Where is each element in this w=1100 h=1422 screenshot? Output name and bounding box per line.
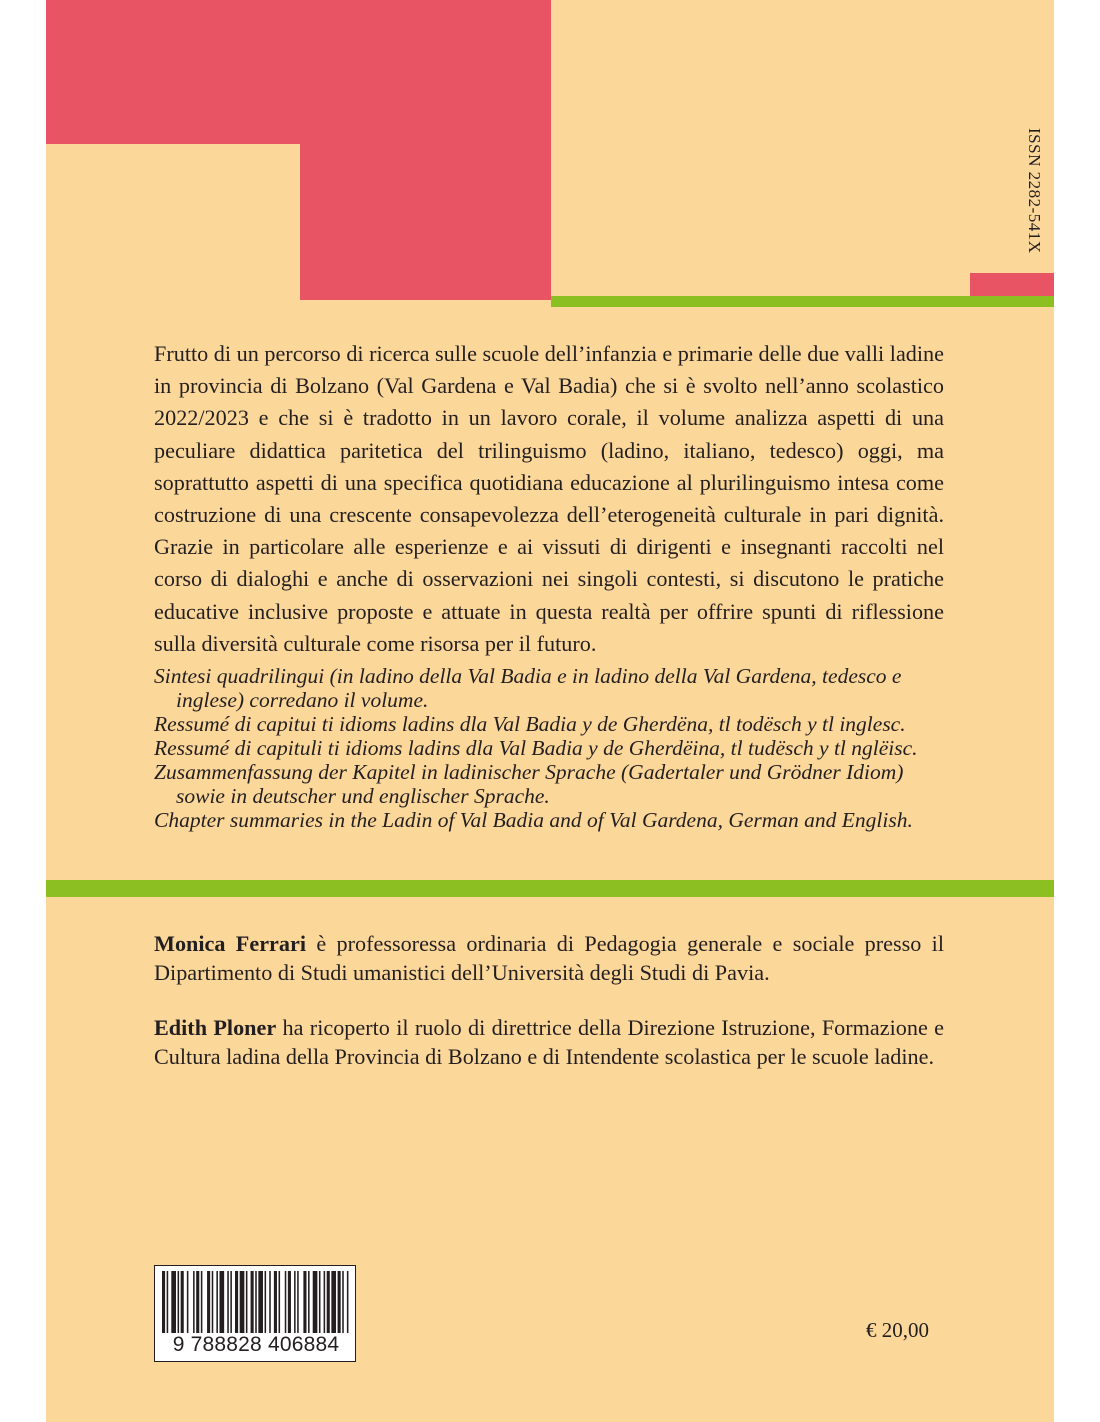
barcode-bar	[246, 1271, 248, 1333]
barcode-bar	[240, 1271, 245, 1333]
pink-block-lower	[300, 0, 551, 300]
pink-block-right-small	[970, 273, 1054, 296]
barcode-bar	[285, 1271, 287, 1333]
barcode-bar	[297, 1271, 299, 1333]
barcode-bar	[171, 1271, 176, 1333]
barcode-bar	[331, 1271, 336, 1333]
barcode-bar	[255, 1271, 257, 1333]
barcode-bar	[324, 1271, 326, 1333]
barcode-bar	[167, 1271, 169, 1333]
green-stripe-top	[551, 296, 1054, 307]
barcode-bar	[196, 1271, 199, 1333]
barcode-bar	[235, 1271, 238, 1333]
author-name: Edith Ploner	[154, 1015, 277, 1040]
barcode-bar	[187, 1271, 189, 1333]
author-bio-ferrari	[154, 929, 944, 987]
barcode-bar	[279, 1271, 281, 1333]
barcode-bar	[308, 1271, 310, 1333]
barcode-bar	[181, 1271, 184, 1333]
issn-label: ISSN 2282-541X	[1025, 128, 1044, 254]
barcode-bar	[313, 1271, 318, 1333]
barcode-bar	[207, 1271, 210, 1333]
author-bio: ha ricoperto il ruolo di direttrice della Direzione Istruzione, Formazione e Cultura ladina della Provincia di Bolzano e di Intendente scolastica per le scuole ladine.	[154, 1015, 944, 1069]
barcode-bar	[288, 1271, 291, 1333]
summary-line: Ressumé di capituli ti idioms ladins dla Val Badia y de Gherdëina, tl tudësch y tl nglëisc.	[154, 736, 918, 760]
barcode-bar	[303, 1271, 306, 1333]
barcode-bar	[230, 1271, 232, 1333]
barcode-bar	[162, 1271, 165, 1333]
barcode-bar	[212, 1271, 214, 1333]
description-text: Frutto di un percorso di ricerca sulle scuole dell’infanzia e primarie delle due valli ladine in provincia di Bolzano (Val Gardena e Val Badia) che si è svolto nell’anno scolastico 2022/2023 e che si è tradotto in un lavoro corale, il volume analizza aspetti di una peculiare didattica paritetica del trilinguismo (ladino, italiano, tedesco) oggi, ma soprattutto aspetti di una specifica quotidiana educazione al plurilinguismo intesa come costruzione di una crescente consapevolezza dell’eterogeneità culturale in pari dignità. Grazie in particolare alle esperienze e ai vissuti di dirigenti e insegnanti raccolti nel corso di dialoghi e anche di osservazioni nei singoli contesti, si discutono le pratiche educative inclusive proposte e attuate in questa realtà per offrire spunti di riflessione sulla diversità culturale come risorsa per il futuro.	[154, 341, 944, 656]
barcode-number: 9 788828 406884	[172, 1333, 340, 1356]
barcode-bar	[193, 1271, 195, 1333]
barcode-bar	[265, 1271, 267, 1333]
barcode-bar	[216, 1271, 218, 1333]
barcode-bar	[274, 1271, 277, 1333]
barcode-bar	[178, 1271, 180, 1333]
barcode-bar	[294, 1271, 296, 1333]
barcode-bar	[219, 1271, 224, 1333]
barcode-bar	[269, 1271, 271, 1333]
author-bio: è professoressa ordinaria di Pedagogia generale e sociale presso il Dipartimento di Studi umanistici dell’Università degli Studi di Pavia.	[154, 931, 944, 985]
barcode-bar	[347, 1271, 349, 1333]
barcode-bar	[319, 1271, 321, 1333]
summary-line: Zusammenfassung der Kapitel in ladinischer Sprache (Gadertaler und Grödner Idiom) sowie in deutscher und englischer Sprache.	[154, 760, 904, 808]
green-stripe-middle	[46, 880, 1054, 897]
pink-block-middle	[46, 77, 320, 144]
summary-line: Ressumé di capitui ti idioms ladins dla Val Badia y de Gherdëna, tl todësch y tl inglesc.	[154, 712, 906, 736]
summary-line: Chapter summaries in the Ladin of Val Badia and of Val Gardena, German and English.	[154, 808, 913, 832]
barcode-bar	[338, 1271, 341, 1333]
barcode-bar	[327, 1271, 330, 1333]
barcode	[154, 1265, 356, 1362]
author-bio-ploner	[154, 1013, 944, 1071]
barcode-bar	[227, 1271, 229, 1333]
barcode-bar	[201, 1271, 203, 1333]
price-label: € 20,00	[866, 1318, 929, 1342]
barcode-bars	[162, 1271, 350, 1333]
barcode-bar	[258, 1271, 263, 1333]
author-name: Monica Ferrari	[154, 931, 307, 956]
summaries-list	[154, 664, 954, 832]
summary-line: Sintesi quadrilingui (in ladino della Val Badia e in ladino della Val Gardena, tedesco e inglese) corredano il volume.	[154, 664, 902, 712]
barcode-bar	[342, 1271, 344, 1333]
barcode-bar	[251, 1271, 254, 1333]
